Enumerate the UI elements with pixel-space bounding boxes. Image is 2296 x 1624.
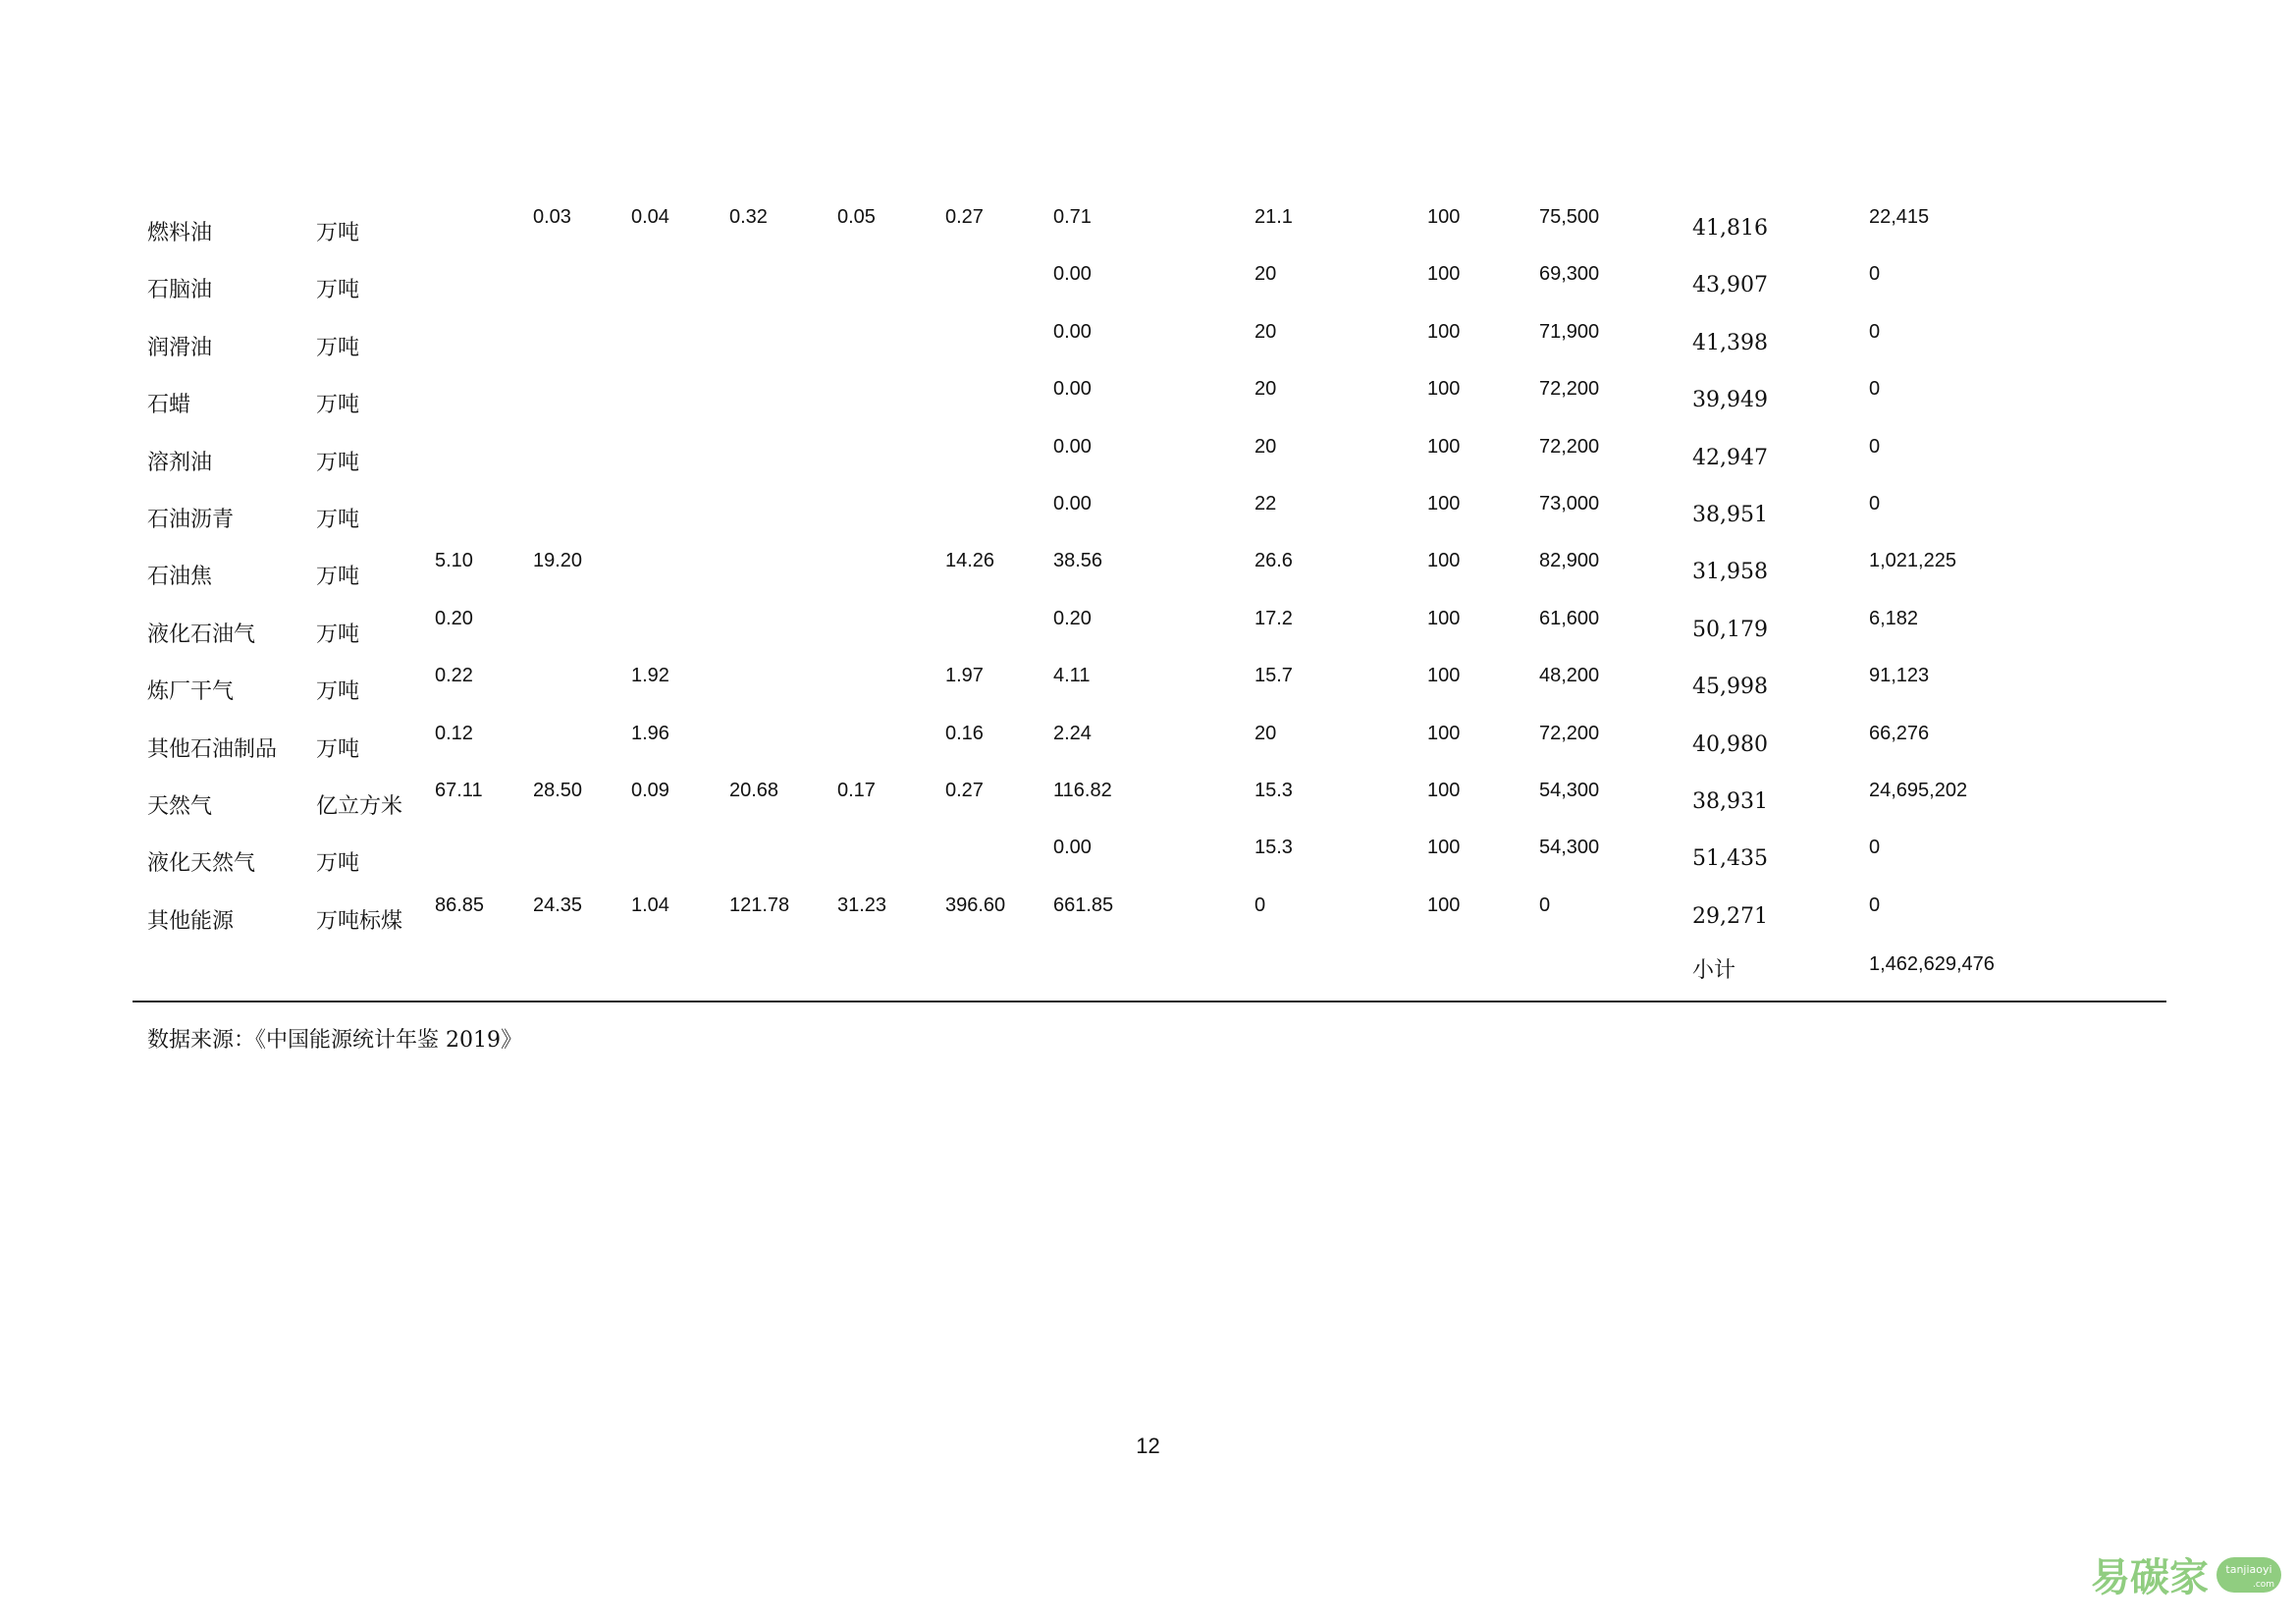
value-cell: 67.11 [435, 779, 483, 801]
emission-factor-table [147, 196, 2169, 991]
calorific-cell: 38,951 [1692, 502, 1768, 527]
value-cell: 86.85 [435, 893, 485, 916]
emission-cell: 0 [1869, 378, 1881, 401]
energy-unit: 万吨标煤 [316, 908, 403, 934]
factor-cell: 20 [1255, 320, 1277, 343]
total-cell: 0.00 [1053, 378, 1092, 401]
energy-unit: 万吨 [316, 221, 360, 245]
factor-cell: 100 [1427, 722, 1461, 744]
value-cell: 0.17 [837, 779, 876, 801]
factor-cell: 15.7 [1255, 665, 1293, 687]
factor-cell: 17.2 [1255, 607, 1293, 629]
value-cell: 1.92 [631, 665, 669, 687]
value-cell: 0.16 [945, 722, 984, 744]
energy-name: 石脑油 [147, 278, 213, 303]
emission-cell: 0 [1869, 893, 1881, 916]
value-cell: 5.10 [435, 550, 473, 572]
energy-unit: 万吨 [316, 565, 360, 590]
calorific-cell: 40,980 [1692, 731, 1768, 757]
table-row [147, 540, 2169, 597]
energy-name: 石油焦 [147, 565, 213, 590]
total-cell: 4.11 [1053, 665, 1091, 687]
factor-cell: 20 [1255, 435, 1277, 458]
factor-cell: 100 [1427, 837, 1461, 859]
value-cell: 121.78 [729, 893, 790, 916]
factor-cell: 75,500 [1539, 206, 1600, 228]
factor-cell: 100 [1427, 550, 1461, 572]
value-cell: 28.50 [533, 779, 583, 801]
table-row [147, 598, 2169, 655]
table-bottom-rule [133, 1001, 2166, 1002]
energy-name: 润滑油 [147, 335, 213, 360]
energy-name: 液化石油气 [147, 622, 256, 647]
calorific-cell: 31,958 [1692, 560, 1768, 585]
total-cell: 38.56 [1053, 550, 1103, 572]
factor-cell: 20 [1255, 378, 1277, 401]
value-cell: 31.23 [837, 893, 887, 916]
total-cell: 0.00 [1053, 320, 1092, 343]
factor-cell: 100 [1427, 607, 1461, 629]
subtotal-row [147, 942, 2169, 991]
watermark-domain: tanjiaoyi [2225, 1563, 2272, 1576]
factor-cell: 0 [1539, 893, 1551, 916]
total-cell: 0.00 [1053, 435, 1092, 458]
factor-cell: 22 [1255, 492, 1277, 514]
value-cell: 0.22 [435, 665, 473, 687]
energy-unit: 万吨 [316, 736, 360, 762]
table-row [147, 655, 2169, 712]
watermark-logo [2089, 1543, 2285, 1606]
energy-name: 石蜡 [147, 393, 191, 418]
factor-cell: 71,900 [1539, 320, 1600, 343]
energy-name: 其他能源 [147, 908, 235, 934]
factor-cell: 21.1 [1255, 206, 1293, 228]
factor-cell: 73,000 [1539, 492, 1600, 514]
subtotal-value: 1,462,629,476 [1869, 953, 1995, 976]
total-cell: 0.20 [1053, 607, 1092, 629]
total-cell: 2.24 [1053, 722, 1092, 744]
emission-cell: 22,415 [1869, 206, 1930, 228]
value-cell: 0.04 [631, 206, 669, 228]
emission-cell: 0 [1869, 263, 1881, 286]
total-cell: 0.00 [1053, 263, 1092, 286]
factor-cell: 69,300 [1539, 263, 1600, 286]
factor-cell: 0 [1255, 893, 1266, 916]
emission-cell: 0 [1869, 492, 1881, 514]
value-cell: 19.20 [533, 550, 583, 572]
calorific-cell: 51,435 [1692, 846, 1768, 872]
factor-cell: 72,200 [1539, 378, 1600, 401]
value-cell: 20.68 [729, 779, 779, 801]
factor-cell: 26.6 [1255, 550, 1293, 572]
calorific-cell: 41,398 [1692, 330, 1768, 355]
value-cell: 0.20 [435, 607, 473, 629]
emission-cell: 0 [1869, 320, 1881, 343]
energy-name: 溶剂油 [147, 450, 213, 475]
calorific-cell: 43,907 [1692, 273, 1768, 298]
factor-cell: 100 [1427, 378, 1461, 401]
energy-unit: 万吨 [316, 851, 360, 877]
value-cell: 396.60 [945, 893, 1006, 916]
factor-cell: 72,200 [1539, 722, 1600, 744]
table-row [147, 483, 2169, 540]
value-cell: 1.04 [631, 893, 669, 916]
energy-unit: 万吨 [316, 278, 360, 303]
calorific-cell: 42,947 [1692, 445, 1768, 470]
total-cell: 116.82 [1053, 779, 1112, 801]
value-cell: 24.35 [533, 893, 583, 916]
table-row [147, 885, 2169, 942]
energy-name: 天然气 [147, 793, 213, 819]
value-cell: 0.09 [631, 779, 669, 801]
factor-cell: 100 [1427, 206, 1461, 228]
total-cell: 661.85 [1053, 893, 1114, 916]
calorific-cell: 45,998 [1692, 675, 1768, 700]
energy-name: 石油沥青 [147, 507, 235, 532]
value-cell: 0.32 [729, 206, 768, 228]
factor-cell: 100 [1427, 492, 1461, 514]
table-row [147, 713, 2169, 770]
value-cell: 1.96 [631, 722, 669, 744]
watermark-brand: 易碳家 [2091, 1555, 2209, 1600]
factor-cell: 100 [1427, 665, 1461, 687]
emission-cell: 91,123 [1869, 665, 1930, 687]
total-cell: 0.71 [1053, 206, 1092, 228]
table-row [147, 311, 2169, 368]
factor-cell: 54,300 [1539, 779, 1600, 801]
table-row [147, 196, 2169, 253]
energy-unit: 万吨 [316, 450, 360, 475]
calorific-cell: 29,271 [1692, 903, 1768, 929]
factor-cell: 100 [1427, 893, 1461, 916]
emission-cell: 24,695,202 [1869, 779, 1968, 801]
table-row [147, 253, 2169, 310]
energy-name: 液化天然气 [147, 851, 256, 877]
energy-name: 炼厂干气 [147, 679, 235, 705]
factor-cell: 100 [1427, 320, 1461, 343]
factor-cell: 15.3 [1255, 779, 1293, 801]
energy-name: 其他石油制品 [147, 736, 278, 762]
factor-cell: 100 [1427, 263, 1461, 286]
value-cell: 0.27 [945, 206, 984, 228]
value-cell: 14.26 [945, 550, 995, 572]
energy-unit: 万吨 [316, 679, 360, 705]
value-cell: 0.12 [435, 722, 473, 744]
factor-cell: 54,300 [1539, 837, 1600, 859]
energy-name: 燃料油 [147, 221, 213, 245]
watermark-tld: .com [2252, 1580, 2275, 1590]
energy-unit: 万吨 [316, 393, 360, 418]
emission-cell: 0 [1869, 435, 1881, 458]
energy-unit: 万吨 [316, 507, 360, 532]
value-cell: 0.03 [533, 206, 571, 228]
data-source-note: 数据来源：《中国能源统计年鉴 2019》 [147, 1028, 522, 1053]
energy-unit: 亿立方米 [316, 793, 403, 819]
value-cell: 1.97 [945, 665, 984, 687]
factor-cell: 100 [1427, 435, 1461, 458]
total-cell: 0.00 [1053, 837, 1092, 859]
factor-cell: 20 [1255, 722, 1277, 744]
emission-cell: 0 [1869, 837, 1881, 859]
value-cell: 0.05 [837, 206, 876, 228]
calorific-cell: 50,179 [1692, 617, 1768, 642]
emission-cell: 6,182 [1869, 607, 1919, 629]
factor-cell: 82,900 [1539, 550, 1600, 572]
emission-cell: 66,276 [1869, 722, 1930, 744]
emission-cell: 1,021,225 [1869, 550, 1956, 572]
value-cell: 0.27 [945, 779, 984, 801]
factor-cell: 100 [1427, 779, 1461, 801]
factor-cell: 15.3 [1255, 837, 1293, 859]
factor-cell: 72,200 [1539, 435, 1600, 458]
table-row [147, 770, 2169, 827]
energy-unit: 万吨 [316, 335, 360, 360]
total-cell: 0.00 [1053, 492, 1092, 514]
factor-cell: 61,600 [1539, 607, 1600, 629]
table-row [147, 827, 2169, 884]
factor-cell: 20 [1255, 263, 1277, 286]
calorific-cell: 41,816 [1692, 216, 1768, 241]
energy-unit: 万吨 [316, 622, 360, 647]
page-number: 12 [1136, 1434, 1160, 1458]
table-row [147, 426, 2169, 483]
subtotal-label: 小计 [1692, 958, 1736, 984]
calorific-cell: 38,931 [1692, 788, 1768, 814]
table-row [147, 368, 2169, 425]
calorific-cell: 39,949 [1692, 388, 1768, 413]
factor-cell: 48,200 [1539, 665, 1600, 687]
